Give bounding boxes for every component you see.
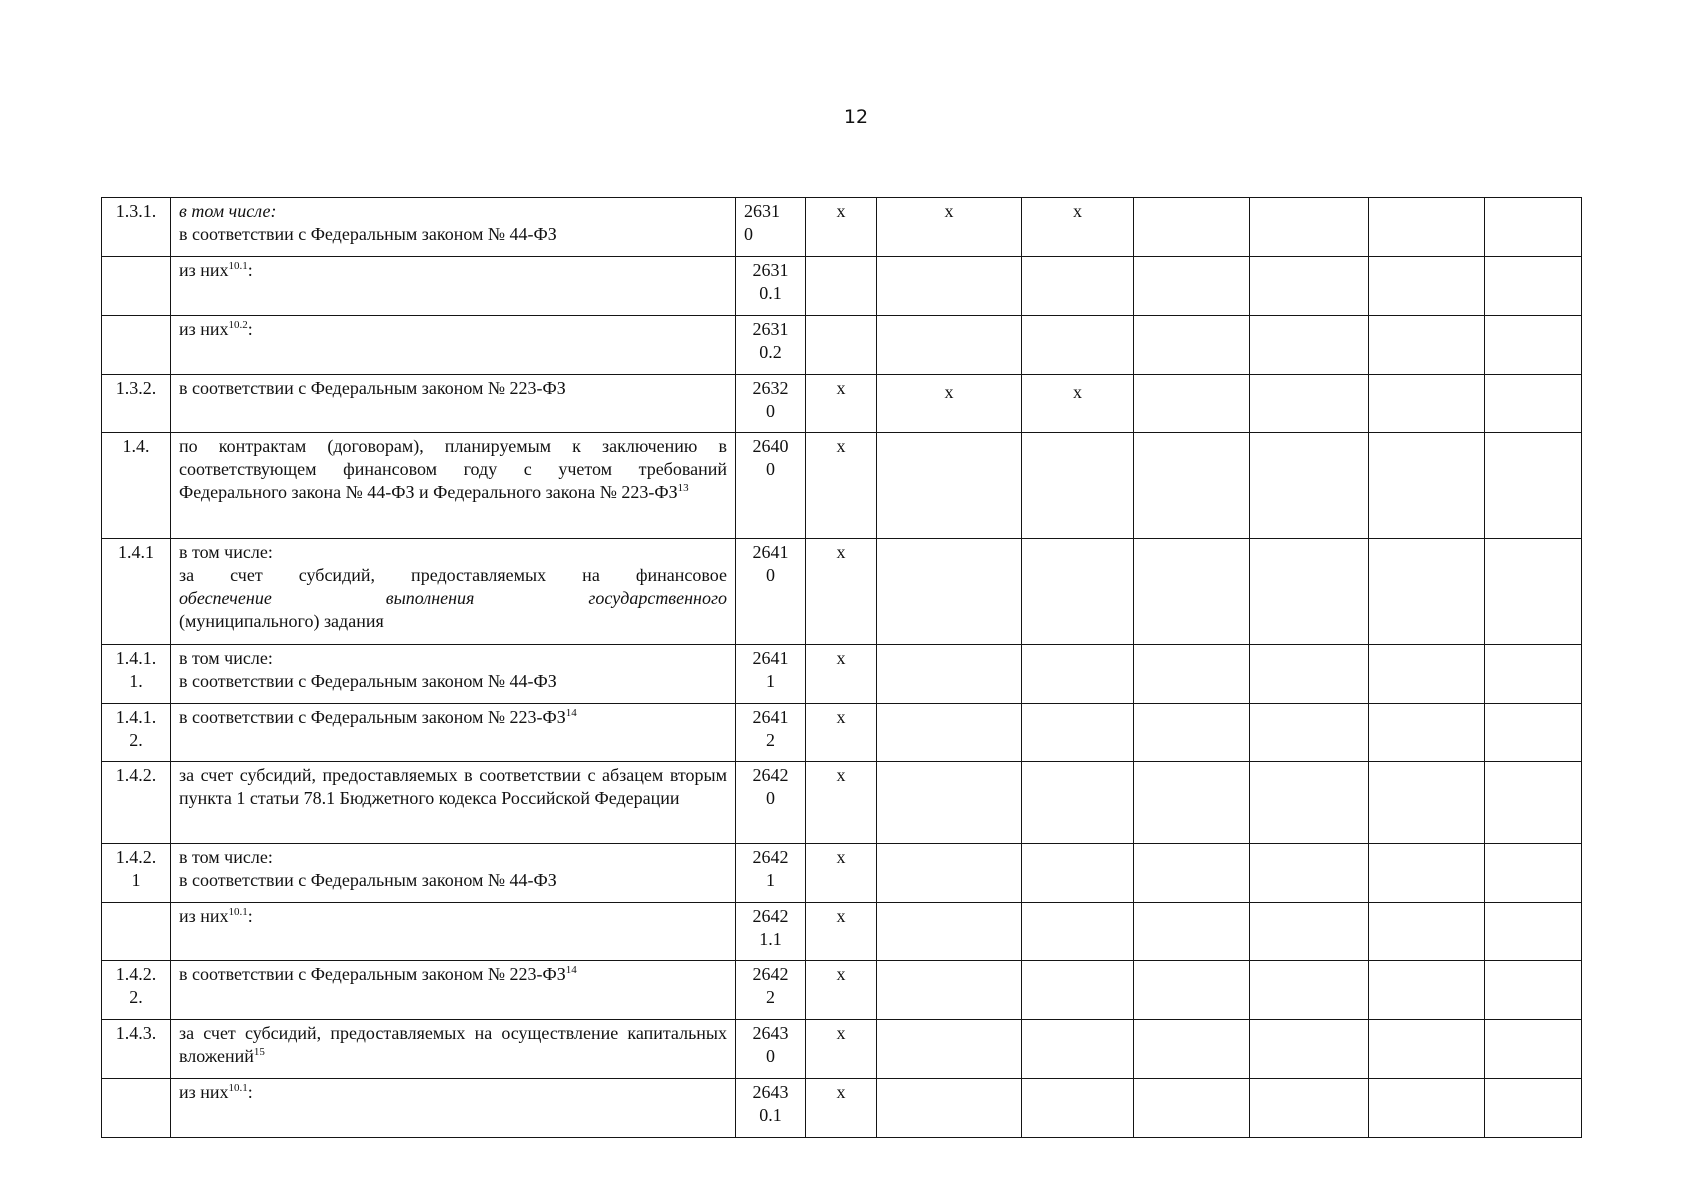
row-number: 1.4.1. 1.	[102, 645, 171, 704]
empty-cell	[1250, 257, 1369, 316]
table-row	[102, 704, 1582, 762]
empty-cell	[1250, 375, 1369, 433]
table-row	[102, 961, 1582, 1020]
empty-cell	[1485, 433, 1582, 539]
cell-x: х	[806, 375, 877, 433]
row-code: 2632 0	[736, 375, 806, 433]
empty-cell	[1022, 1020, 1134, 1079]
empty-cell	[1369, 1020, 1485, 1079]
empty-cell	[1485, 961, 1582, 1020]
empty-cell	[877, 316, 1022, 375]
row-number	[102, 1079, 171, 1138]
page-number: 12	[843, 106, 869, 128]
empty-cell	[877, 1020, 1022, 1079]
cell-x: х	[806, 762, 877, 844]
empty-cell	[1134, 375, 1250, 433]
row-number: 1.4.2. 2.	[102, 961, 171, 1020]
row-number: 1.4.	[102, 433, 171, 539]
row-text: по контрактам (договорам), планируемым к заключению в соответствующем финансовом году с учетом требований Федерального закона № 44-ФЗ и Федерального закона № 223-ФЗ$^{13}$	[171, 433, 736, 539]
row-code: 2631 0.1	[736, 257, 806, 316]
empty-cell	[1022, 762, 1134, 844]
empty-cell	[1485, 539, 1582, 645]
empty-cell	[1250, 1079, 1369, 1138]
row-text: из них$^{10.2}$:	[171, 316, 736, 375]
empty-cell	[1022, 433, 1134, 539]
empty-cell	[1369, 257, 1485, 316]
budget-table	[101, 197, 1582, 1138]
empty-cell	[1250, 1020, 1369, 1079]
empty-cell	[1250, 704, 1369, 762]
row-code: 2643 0.1	[736, 1079, 806, 1138]
empty-cell	[1250, 433, 1369, 539]
row-code: 2642 0	[736, 762, 806, 844]
empty-cell	[1134, 539, 1250, 645]
empty-cell	[1022, 539, 1134, 645]
empty-cell	[1250, 198, 1369, 257]
empty-cell	[1369, 433, 1485, 539]
empty-cell	[1485, 1020, 1582, 1079]
empty-cell	[1134, 762, 1250, 844]
cell-x: х	[806, 645, 877, 704]
cell-x: х	[806, 844, 877, 903]
empty-cell	[1369, 704, 1485, 762]
cell-x: х	[806, 1020, 877, 1079]
row-code: 2641 1	[736, 645, 806, 704]
empty-cell	[877, 961, 1022, 1020]
cell-x: х	[1022, 375, 1134, 433]
cell-x: х	[806, 961, 877, 1020]
empty-cell	[1022, 1079, 1134, 1138]
cell-x: х	[877, 375, 1022, 433]
empty-cell	[1134, 433, 1250, 539]
empty-cell	[877, 903, 1022, 961]
empty-cell	[1250, 762, 1369, 844]
cell-x: х	[806, 704, 877, 762]
empty-cell	[877, 433, 1022, 539]
empty-cell	[1485, 257, 1582, 316]
empty-cell	[1485, 198, 1582, 257]
empty-cell	[1022, 257, 1134, 316]
empty-cell	[1022, 645, 1134, 704]
empty-cell	[1022, 844, 1134, 903]
empty-cell	[1369, 903, 1485, 961]
empty-cell	[877, 762, 1022, 844]
empty-cell	[1134, 704, 1250, 762]
cell-x: х	[806, 433, 877, 539]
table-row	[102, 844, 1582, 903]
empty-cell	[1485, 316, 1582, 375]
empty-cell	[1485, 903, 1582, 961]
empty-cell	[1250, 539, 1369, 645]
row-code: 2643 0	[736, 1020, 806, 1079]
row-code: 2641 2	[736, 704, 806, 762]
table-row	[102, 762, 1582, 844]
row-text: в соответствии с Федеральным законом № 223-ФЗ$^{14}$	[171, 704, 736, 762]
empty-cell	[1022, 903, 1134, 961]
empty-cell	[1022, 704, 1134, 762]
table-row	[102, 198, 1582, 257]
empty-cell	[1022, 316, 1134, 375]
table-row	[102, 539, 1582, 645]
row-code: 2642 1.1	[736, 903, 806, 961]
row-text: в том числе: за счет субсидий, предоставляемых на финансовое обеспечение выполнения государственного (муниципального) задания	[171, 539, 736, 645]
row-number	[102, 257, 171, 316]
empty-cell	[1134, 316, 1250, 375]
row-code: 2631 0	[736, 198, 806, 257]
row-text: в том числе: в соответствии с Федеральным законом № 44-ФЗ	[171, 844, 736, 903]
empty-cell	[1369, 375, 1485, 433]
cell-x: х	[806, 539, 877, 645]
empty-cell	[1369, 762, 1485, 844]
empty-cell	[1134, 198, 1250, 257]
empty-cell	[1369, 1079, 1485, 1138]
empty-cell	[1250, 645, 1369, 704]
cell-x: х	[806, 1079, 877, 1138]
empty-cell	[1250, 316, 1369, 375]
cell-x: х	[1022, 198, 1134, 257]
row-number: 1.4.2.	[102, 762, 171, 844]
row-code: 2642 2	[736, 961, 806, 1020]
empty-cell	[1134, 844, 1250, 903]
cell-x: х	[806, 198, 877, 257]
cell-x: х	[877, 198, 1022, 257]
empty-cell	[877, 1079, 1022, 1138]
table-row	[102, 1079, 1582, 1138]
table-row	[102, 257, 1582, 316]
row-number: 1.4.2. 1	[102, 844, 171, 903]
table-row	[102, 1020, 1582, 1079]
empty-cell	[1134, 1020, 1250, 1079]
table-row	[102, 645, 1582, 704]
empty-cell	[877, 645, 1022, 704]
empty-cell	[1369, 539, 1485, 645]
row-text: из них$^{10.1}$:	[171, 903, 736, 961]
row-number: 1.4.1. 2.	[102, 704, 171, 762]
row-text: из них$^{10.1}$:	[171, 257, 736, 316]
cell-x: х	[806, 903, 877, 961]
empty-cell	[877, 539, 1022, 645]
empty-cell	[1022, 961, 1134, 1020]
row-text: в соответствии с Федеральным законом № 223-ФЗ$^{14}$	[171, 961, 736, 1020]
table-row	[102, 375, 1582, 433]
row-number	[102, 316, 171, 375]
empty-cell	[877, 844, 1022, 903]
empty-cell	[1485, 375, 1582, 433]
row-text: в том числе: в соответствии с Федеральным законом № 44-ФЗ	[171, 645, 736, 704]
row-number: 1.4.3.	[102, 1020, 171, 1079]
empty-cell	[1369, 844, 1485, 903]
empty-cell	[1134, 645, 1250, 704]
empty-cell	[1134, 257, 1250, 316]
empty-cell	[806, 316, 877, 375]
row-text: в соответствии с Федеральным законом № 223-ФЗ	[171, 375, 736, 433]
empty-cell	[1134, 1079, 1250, 1138]
table-row	[102, 316, 1582, 375]
row-number: 1.3.2.	[102, 375, 171, 433]
empty-cell	[1485, 844, 1582, 903]
empty-cell	[1134, 961, 1250, 1020]
table-row	[102, 903, 1582, 961]
empty-cell	[877, 257, 1022, 316]
row-number: 1.3.1.	[102, 198, 171, 257]
empty-cell	[1250, 903, 1369, 961]
empty-cell	[1369, 961, 1485, 1020]
empty-cell	[1485, 762, 1582, 844]
row-text: в том числе: в соответствии с Федеральным законом № 44-ФЗ	[171, 198, 736, 257]
row-code: 2642 1	[736, 844, 806, 903]
empty-cell	[1134, 903, 1250, 961]
empty-cell	[1250, 844, 1369, 903]
empty-cell	[1485, 704, 1582, 762]
empty-cell	[1485, 1079, 1582, 1138]
row-number: 1.4.1	[102, 539, 171, 645]
row-code: 2640 0	[736, 433, 806, 539]
row-text: за счет субсидий, предоставляемых в соответствии с абзацем вторым пункта 1 статьи 78.1 Бюджетного кодекса Российской Федерации	[171, 762, 736, 844]
empty-cell	[1485, 645, 1582, 704]
row-code: 2641 0	[736, 539, 806, 645]
empty-cell	[1369, 316, 1485, 375]
row-text: за счет субсидий, предоставляемых на осуществление капитальных вложений$^{15}$	[171, 1020, 736, 1079]
empty-cell	[806, 257, 877, 316]
empty-cell	[877, 704, 1022, 762]
empty-cell	[1250, 961, 1369, 1020]
row-text: из них$^{10.1}$:	[171, 1079, 736, 1138]
empty-cell	[1369, 645, 1485, 704]
row-number	[102, 903, 171, 961]
table-row	[102, 433, 1582, 539]
row-code: 2631 0.2	[736, 316, 806, 375]
empty-cell	[1369, 198, 1485, 257]
